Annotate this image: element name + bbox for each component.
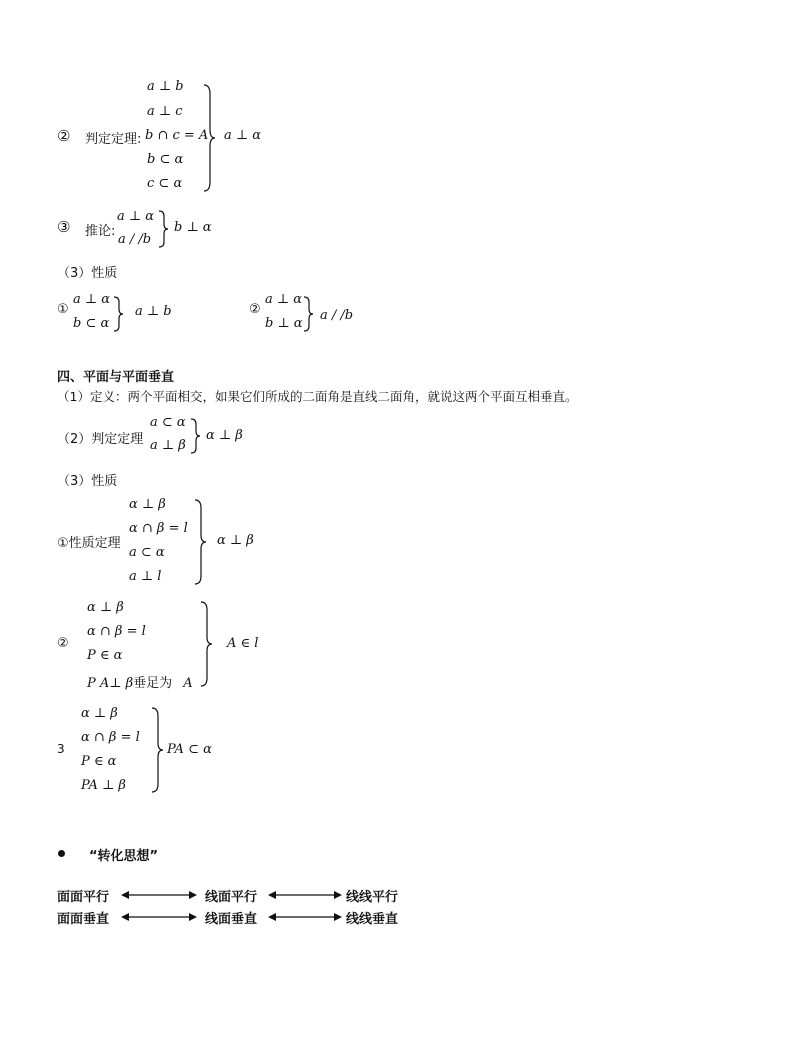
judge-line-1: a ⊂ α	[150, 415, 186, 430]
q1-line-2: α ∩ β = l	[129, 521, 188, 536]
prop-heading: （3）性质	[57, 266, 118, 281]
s3-number: ③	[57, 218, 71, 236]
p2-line-2: b ⊥ α	[265, 316, 303, 331]
double-arrow-icon	[268, 890, 342, 900]
q3-line-2: α ∩ β = l	[81, 730, 140, 745]
judge-label: （2）判定定理	[57, 432, 144, 447]
q3-brace	[151, 707, 163, 793]
q2-result: A ∈ l	[227, 636, 259, 651]
idea-title: “转化思想”	[89, 849, 159, 864]
q3-line-4: PA ⊥ β	[81, 778, 126, 793]
p2-brace	[303, 296, 313, 332]
p1-line-1: a ⊥ α	[73, 292, 111, 307]
p2-result: a / /b	[320, 308, 354, 323]
s2-line-1: a ⊥ b	[147, 79, 184, 94]
q2-line-4	[87, 672, 193, 691]
double-arrow-icon	[268, 912, 342, 922]
q1-label: ①性质定理	[57, 536, 121, 551]
s2-line-4: b ⊂ α	[147, 152, 184, 167]
idea-row2-item-1: 面面垂直	[57, 912, 110, 927]
s2-line-2: a ⊥ c	[147, 104, 183, 119]
double-arrow-icon	[121, 890, 197, 900]
q1-result: α ⊥ β	[217, 533, 254, 548]
bullet-icon	[58, 850, 65, 857]
idea-row2-item-2: 线面垂直	[205, 912, 258, 927]
p1-number: ①	[57, 302, 69, 317]
idea-row2-item-3: 线线垂直	[346, 912, 399, 927]
section-4-title: 四、平面与平面垂直	[57, 370, 175, 385]
q1-line-1: α ⊥ β	[129, 497, 166, 512]
q2-line-1: α ⊥ β	[87, 600, 124, 615]
s3-brace	[158, 210, 168, 248]
q2-brace	[200, 601, 212, 687]
q3-number: 3	[57, 742, 65, 756]
q3-line-3: P ∈ α	[81, 754, 117, 769]
idea-row1-item-1: 面面平行	[57, 890, 110, 905]
judge-line-2: a ⊥ β	[150, 438, 186, 453]
s2-line-5: c ⊂ α	[147, 176, 183, 191]
s3-result: b ⊥ α	[174, 220, 212, 235]
q3-result: PA ⊂ α	[167, 742, 212, 757]
p1-brace	[113, 296, 123, 332]
idea-row1-item-2: 线面平行	[205, 890, 258, 905]
s2-number: ②	[57, 127, 71, 145]
s2-label: 判定定理:	[85, 132, 142, 147]
section-4-prop-heading: （3）性质	[57, 474, 118, 489]
q2-line-3: P ∈ α	[87, 648, 123, 663]
s3-line-2: a / /b	[118, 232, 152, 247]
s2-brace	[203, 84, 215, 192]
p1-line-2: b ⊂ α	[73, 316, 110, 331]
s2-line-3: b ∩ c = A	[145, 128, 209, 143]
q2-line-4-text: 垂足为	[133, 676, 173, 691]
q2-line-4-math: P A⊥ β	[87, 676, 134, 691]
p2-number: ②	[249, 302, 261, 317]
q2-number: ②	[57, 636, 69, 651]
p1-result: a ⊥ b	[135, 304, 172, 319]
double-arrow-icon	[121, 912, 197, 922]
idea-row1-item-3: 线线平行	[346, 890, 399, 905]
q3-line-1: α ⊥ β	[81, 706, 118, 721]
judge-result: α ⊥ β	[206, 428, 243, 443]
q1-brace	[194, 499, 206, 585]
judge-brace	[190, 418, 200, 454]
q1-line-3: a ⊂ α	[129, 545, 165, 560]
s3-line-1: a ⊥ α	[117, 209, 155, 224]
s2-result: a ⊥ α	[224, 128, 262, 143]
p2-line-1: a ⊥ α	[265, 292, 303, 307]
q2-line-4-end: A	[183, 676, 193, 691]
q1-line-4: a ⊥ l	[129, 569, 162, 584]
q2-line-2: α ∩ β = l	[87, 624, 146, 639]
s3-label: 推论:	[85, 224, 116, 239]
section-4-definition: （1）定义：两个平面相交，如果它们所成的二面角是直线二面角，就说这两个平面互相垂直。	[57, 389, 578, 404]
